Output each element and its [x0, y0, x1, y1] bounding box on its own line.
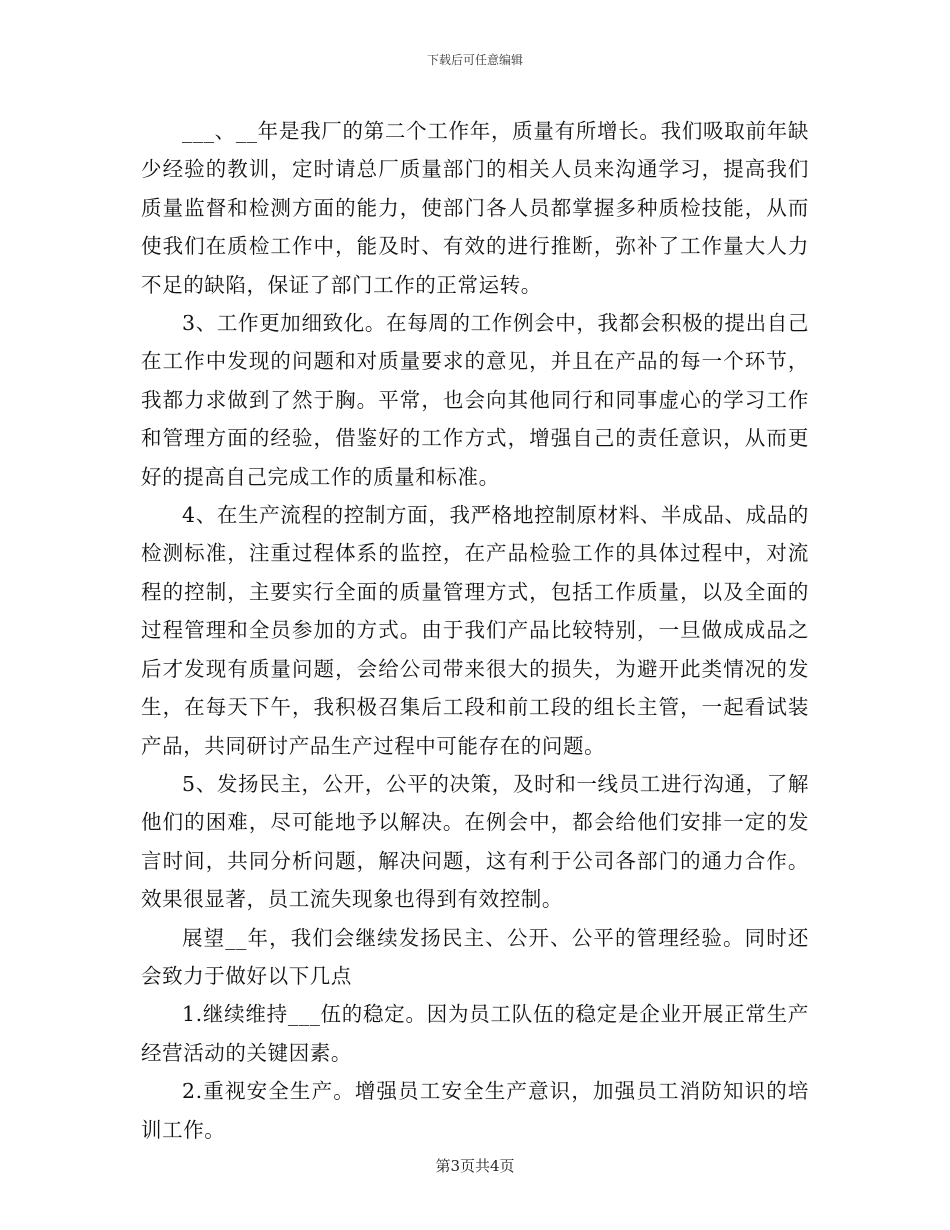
paragraph-item-5: 5、发扬民主，公开，公平的决策，及时和一线员工进行沟通，了解他们的困难，尽可能地予以解决。在例会中，都会给他们安排一定的发言时间，共同分析问题，解决问题，这有利于公司各部门的通力合作。效果很显著，员工流失现象也得到有效控制。: [141, 771, 809, 912]
paragraph-goal-1: 1.继续维持___伍的稳定。因为员工队伍的稳定是企业开展正常生产经营活动的关键因素。: [141, 1002, 809, 1065]
document-body: [141, 112, 809, 1149]
paragraph-item-3: 3、工作更加细致化。在每周的工作例会中，我都会积极的提出自己在工作中发现的问题和对质量要求的意见，并且在产品的每一个环节，我都力求做到了然于胸。平常，也会向其他同行和同事虚心的学习工作和管理方面的经验，借鉴好的工作方式，增强自己的责任意识，从而更好的提高自己完成工作的质量和标准。: [141, 311, 809, 489]
page-number: 第3页共4页: [435, 1157, 515, 1175]
paragraph-item-4: 4、在生产流程的控制方面，我严格地控制原材料、半成品、成品的检测标准，注重过程体系的监控，在产品检验工作的具体过程中，对流程的控制，主要实行全面的质量管理方式，包括工作质量，以及全面的过程管理和全员参加的方式。由于我们产品比较特别，一旦做成成品之后才发现有质量问题，会给公司带来很大的损失，为避开此类情况的发生，在每天下午，我积极召集后工段和前工段的组长主管，一起看试装产品，共同研讨产品生产过程中可能存在的问题。: [141, 503, 809, 758]
paragraph-goal-2: 2.重视安全生产。增强员工安全生产意识，加强员工消防知识的培训工作。: [141, 1079, 809, 1142]
page-header: 下载后可任意编辑: [426, 53, 523, 67]
paragraph-quality-growth: ___、__年是我厂的第二个工作年，质量有所增长。我们吸取前年缺少经验的教训，定时请总厂质量部门的相关人员来沟通学习，提高我们质量监督和检测方面的能力，使部门各人员都掌握多种质检技能，从而使我们在质检工作中，能及时、有效的进行推断，弥补了工作量大人力不足的缺陷，保证了部门工作的正常运转。: [141, 119, 809, 297]
paragraph-outlook: 展望__年，我们会继续发扬民主、公开、公平的管理经验。同时还会致力于做好以下几点: [141, 925, 809, 988]
